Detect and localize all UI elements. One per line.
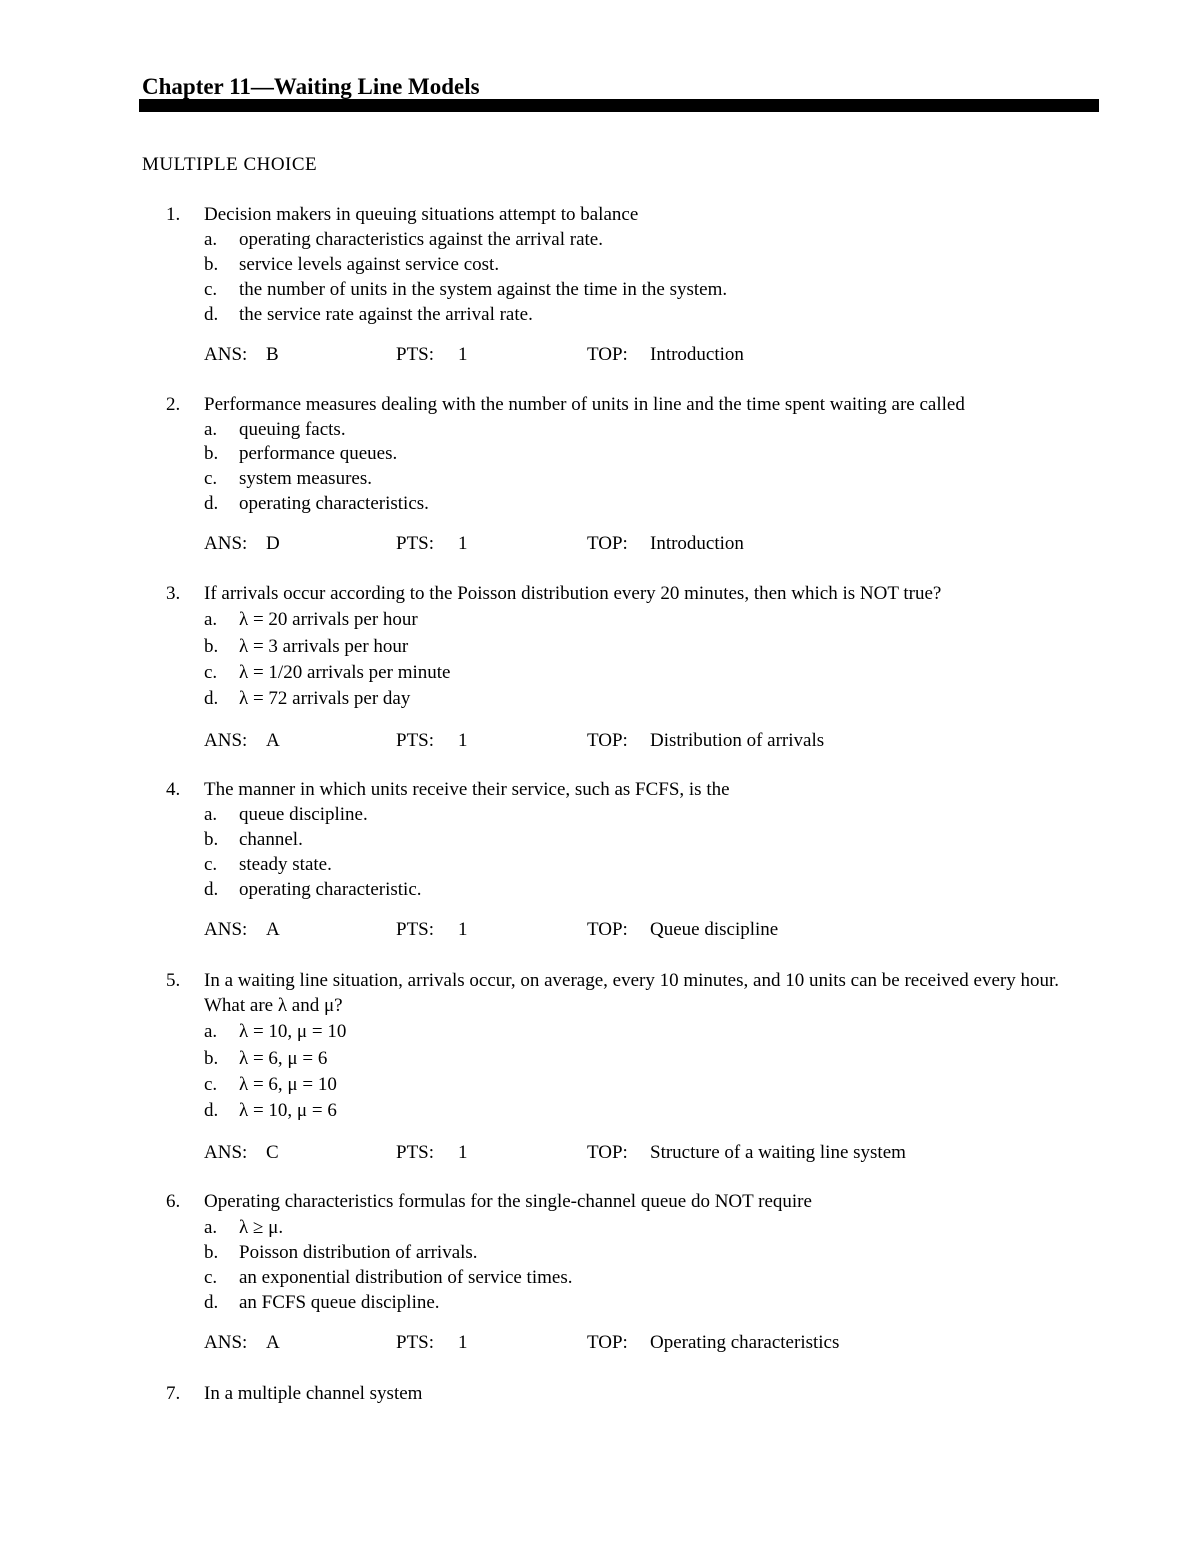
option-text: λ = 10, μ = 10: [239, 1021, 347, 1042]
option-text: λ = 20 arrivals per hour: [239, 609, 418, 630]
answer-label: ANS:: [204, 1332, 248, 1353]
option-text: λ ≥ μ.: [239, 1217, 284, 1238]
option-letter: d.: [204, 1292, 219, 1313]
points-value: 1: [458, 533, 468, 554]
option-letter: b.: [204, 829, 219, 850]
option-text: operating characteristic.: [239, 879, 422, 900]
option-letter: a.: [204, 804, 218, 825]
option-letter: c.: [204, 468, 218, 489]
points-label: PTS:: [396, 919, 435, 940]
option-letter: d.: [204, 688, 219, 709]
option-letter: b.: [204, 1048, 219, 1069]
option-text: an exponential distribution of service times.: [239, 1267, 573, 1288]
option-letter: c.: [204, 279, 218, 300]
question-stem: Performance measures dealing with the number of units in line and the time spent waiting are called: [204, 394, 965, 415]
question-number: 5.: [166, 970, 181, 991]
topic-value: Introduction: [650, 533, 744, 554]
option-text: queue discipline.: [239, 804, 368, 825]
topic-value: Structure of a waiting line system: [650, 1142, 906, 1163]
question-number: 1.: [166, 204, 181, 225]
option-text: λ = 10, μ = 6: [239, 1100, 337, 1121]
option-letter: a.: [204, 609, 218, 630]
answer-label: ANS:: [204, 919, 248, 940]
topic-label: TOP:: [587, 730, 628, 751]
answer-label: ANS:: [204, 1142, 248, 1163]
question-number: 7.: [166, 1383, 181, 1404]
topic-value: Introduction: [650, 344, 744, 365]
answer-value: D: [266, 533, 280, 554]
question-stem: The manner in which units receive their service, such as FCFS, is the: [204, 779, 730, 800]
answer-label: ANS:: [204, 533, 248, 554]
option-letter: b.: [204, 636, 219, 657]
option-text: service levels against service cost.: [239, 254, 500, 275]
option-text: the number of units in the system against the time in the system.: [239, 279, 728, 300]
option-text: Poisson distribution of arrivals.: [239, 1242, 478, 1263]
question-stem: In a waiting line situation, arrivals occur, on average, every 10 minutes, and 10 units can be received every hour. What are λ and μ?: [204, 970, 1059, 1016]
topic-value: Operating characteristics: [650, 1332, 840, 1353]
points-value: 1: [458, 344, 468, 365]
topic-label: TOP:: [587, 1142, 628, 1163]
option-text: system measures.: [239, 468, 372, 489]
question-number: 3.: [166, 583, 181, 604]
option-text: operating characteristics.: [239, 493, 429, 514]
option-letter: c.: [204, 1074, 218, 1095]
chapter-title: Chapter 11—Waiting Line Models: [142, 74, 480, 99]
question-stem: Operating characteristics formulas for the single-channel queue do NOT require: [204, 1191, 812, 1212]
topic-value: Queue discipline: [650, 919, 779, 940]
option-letter: b.: [204, 1242, 219, 1263]
option-letter: a.: [204, 1021, 218, 1042]
option-text: operating characteristics against the arrival rate.: [239, 229, 603, 250]
answer-value: A: [266, 730, 280, 751]
points-value: 1: [458, 1142, 468, 1163]
points-label: PTS:: [396, 1142, 435, 1163]
option-letter: a.: [204, 1217, 218, 1238]
option-text: λ = 6, μ = 6: [239, 1048, 328, 1069]
option-letter: c.: [204, 1267, 218, 1288]
option-letter: d.: [204, 304, 219, 325]
option-text: an FCFS queue discipline.: [239, 1292, 440, 1313]
option-letter: a.: [204, 229, 218, 250]
question-stem: Decision makers in queuing situations attempt to balance: [204, 204, 639, 225]
option-text: queuing facts.: [239, 419, 346, 440]
option-text: performance queues.: [239, 443, 398, 464]
option-letter: a.: [204, 419, 218, 440]
answer-label: ANS:: [204, 730, 248, 751]
option-letter: b.: [204, 443, 219, 464]
option-letter: c.: [204, 662, 218, 683]
option-text: λ = 72 arrivals per day: [239, 688, 411, 709]
answer-value: A: [266, 919, 280, 940]
points-value: 1: [458, 919, 468, 940]
topic-value: Distribution of arrivals: [650, 730, 825, 751]
option-text: the service rate against the arrival rate.: [239, 304, 533, 325]
topic-label: TOP:: [587, 919, 628, 940]
option-letter: c.: [204, 854, 218, 875]
answer-value: A: [266, 1332, 280, 1353]
points-value: 1: [458, 1332, 468, 1353]
answer-value: C: [266, 1142, 279, 1163]
topic-label: TOP:: [587, 533, 628, 554]
question-stem: If arrivals occur according to the Poisson distribution every 20 minutes, then which is NOT true?: [204, 583, 942, 604]
question-number: 4.: [166, 779, 181, 800]
points-label: PTS:: [396, 344, 435, 365]
option-letter: d.: [204, 1100, 219, 1121]
option-text: channel.: [239, 829, 303, 850]
section-heading: MULTIPLE CHOICE: [142, 154, 318, 175]
points-label: PTS:: [396, 1332, 435, 1353]
answer-label: ANS:: [204, 344, 248, 365]
answer-value: B: [266, 344, 279, 365]
option-text: steady state.: [239, 854, 332, 875]
option-letter: d.: [204, 493, 219, 514]
question-number: 6.: [166, 1191, 181, 1212]
question-number: 2.: [166, 394, 181, 415]
option-letter: d.: [204, 879, 219, 900]
points-label: PTS:: [396, 730, 435, 751]
option-text: λ = 3 arrivals per hour: [239, 636, 409, 657]
question-stem: In a multiple channel system: [204, 1383, 423, 1404]
topic-label: TOP:: [587, 344, 628, 365]
option-text: λ = 1/20 arrivals per minute: [239, 662, 451, 683]
topic-label: TOP:: [587, 1332, 628, 1353]
points-value: 1: [458, 730, 468, 751]
option-letter: b.: [204, 254, 219, 275]
option-text: λ = 6, μ = 10: [239, 1074, 337, 1095]
points-label: PTS:: [396, 533, 435, 554]
